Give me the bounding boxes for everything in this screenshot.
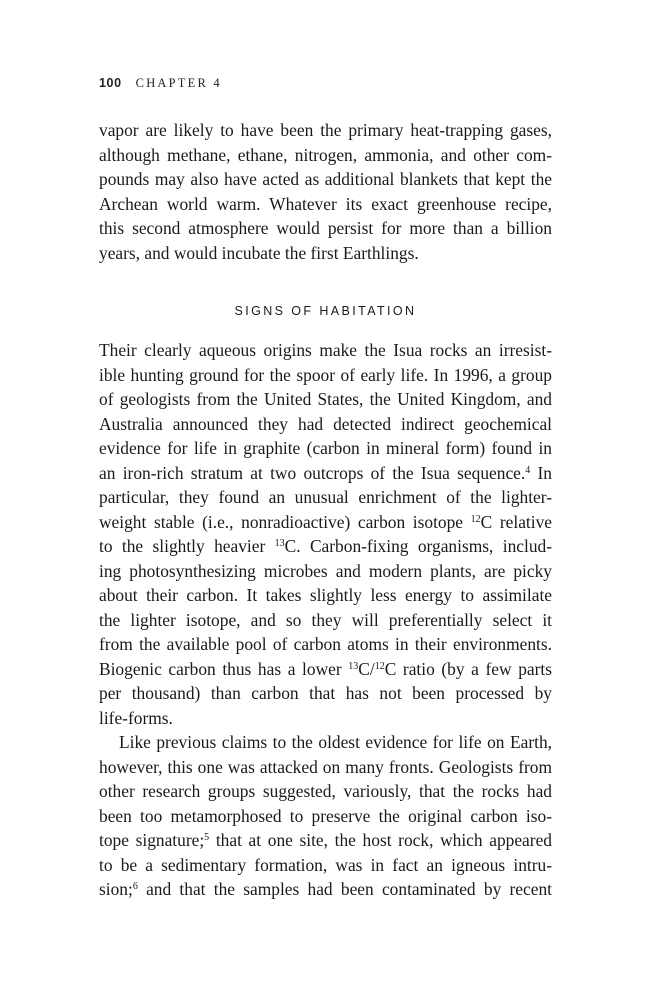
page-number: 100 (99, 76, 122, 90)
line-text: C relative (480, 511, 552, 532)
paragraph-continuation (99, 118, 552, 265)
isotope-superscript: 13 (348, 660, 359, 672)
line-text: In (530, 462, 552, 483)
text-line: been too metamorphosed to preserve the original carbon iso- (99, 805, 552, 826)
line-text: tope signature; (99, 830, 205, 850)
text-line: Their clearly aqueous origins make the Isua rocks an irresist- (99, 340, 552, 360)
line-text: to the slightly heavier (99, 536, 275, 556)
section-heading: SIGNS OF HABITATION (234, 304, 417, 318)
line-text: C. Carbon-fixing organisms, includ- (284, 536, 552, 556)
footnote-ref: 5 (204, 831, 210, 843)
text-line: this second atmosphere would persist for more than a billion (99, 218, 552, 238)
line-text: that at one site, the host rock, which appeared (209, 830, 552, 850)
text-line: particular, they found an unusual enrichment of the lighter- (99, 487, 552, 507)
text-line: about their carbon. It takes slightly less energy to assimilate (99, 585, 552, 605)
text-line (99, 828, 552, 853)
running-head (99, 76, 222, 91)
text-line (99, 510, 552, 535)
text-line: Australia announced they had detected indirect geochemical (99, 413, 552, 434)
text-line (99, 534, 552, 559)
text-line: evidence for life in graphite (carbon in mineral form) found in (99, 438, 552, 458)
text-line: of geologists from the United States, the United Kingdom, and (99, 389, 552, 409)
footnote-ref: 6 (132, 880, 138, 892)
text-line: however, this one was attacked on many fronts. Geologists from (99, 756, 552, 777)
text-line: although methane, ethane, nitrogen, ammonia, and other com- (99, 144, 552, 165)
text-line: Archean world warm. Whatever its exact greenhouse recipe, (99, 193, 552, 214)
line-text: weight stable (i.e., nonradioactive) carbon isotope (99, 511, 471, 532)
text-line: ible hunting ground for the spoor of early life. In 1996, a group (99, 364, 552, 385)
text-line: the lighter isotope, and so they will preferentially select it (99, 609, 552, 630)
isotope-superscript: 12 (470, 513, 481, 525)
text-line (99, 877, 552, 902)
text-line: ing photosynthesizing microbes and modern plants, are picky (99, 560, 552, 581)
line-text: and that the samples had been contaminated by recent (137, 879, 552, 899)
isotope-superscript: 12 (374, 660, 385, 672)
line-text: sion; (99, 879, 133, 899)
text-line: per thousand) than carbon that has not been processed by (99, 683, 552, 703)
text-line (99, 461, 552, 486)
text-line: Like previous claims to the oldest evidence for life on Earth, (119, 732, 552, 752)
text-line: life-forms. (99, 707, 173, 728)
text-line: years, and would incubate the first Earthlings. (99, 242, 419, 263)
chapter-label: CHAPTER 4 (135, 76, 222, 90)
line-text: C ratio (by a few parts (384, 658, 552, 679)
text-line: other research groups suggested, variously, that the rocks had (99, 781, 552, 801)
text-line: from the available pool of carbon atoms in their environments. (99, 634, 552, 654)
line-text: C/ (358, 658, 375, 679)
text-line (99, 657, 552, 682)
text-line: pounds may also have acted as additional blankets that kept the (99, 169, 552, 189)
isotope-superscript: 13 (274, 537, 285, 549)
text-line: vapor are likely to have been the primary heat-trapping gases, (99, 120, 552, 140)
text-line: to be a sedimentary formation, was in fact an igneous intru- (99, 854, 552, 875)
footnote-ref: 4 (525, 464, 531, 476)
line-text: Biogenic carbon thus has a lower (99, 658, 349, 679)
line-text: an iron-rich stratum at two outcrops of the Isua sequence. (99, 462, 526, 483)
paragraph-signs-of-habitation (99, 338, 552, 902)
